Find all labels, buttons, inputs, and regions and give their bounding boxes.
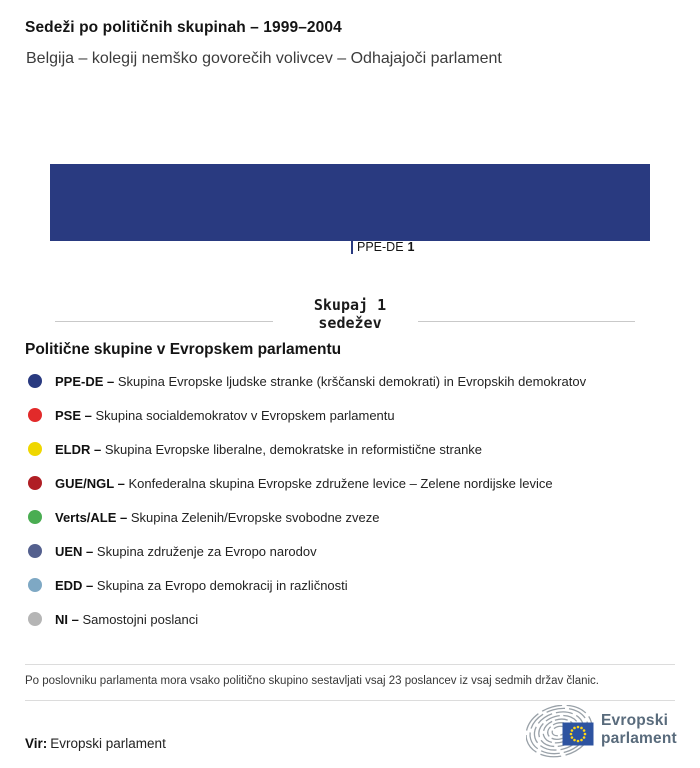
segment-group-name: PPE-DE: [357, 240, 404, 254]
legend-heading: Politične skupine v Evropskem parlamentu: [25, 341, 342, 358]
legend-item-verts-ale: [25, 500, 586, 534]
seat-bar-segment-ppe-de: [50, 164, 650, 241]
eu-flag-icon: [563, 723, 594, 746]
total-seats-label: [0, 296, 700, 332]
legend-desc: Skupina Evropske ljudske stranke (krščanski demokrati) in Evropskih demokratov: [117, 373, 587, 389]
page-subtitle: Belgija – kolegij nemško govorečih volivcev – Odhajajoči parlament: [26, 50, 502, 67]
source-label: Vir:: [25, 736, 48, 751]
legend-abbr: EDD –: [55, 577, 94, 593]
political-groups-legend: [25, 364, 586, 636]
legend-color-dot: [28, 476, 42, 490]
legend-item-ppe-de: [25, 364, 586, 398]
legend-color-dot: [28, 510, 42, 524]
total-seats-line1: Skupaj 1: [313, 296, 387, 314]
segment-label: [357, 240, 415, 254]
legend-color-dot: [28, 578, 42, 592]
legend-abbr: ELDR –: [55, 441, 102, 457]
legend-item-edd: [25, 568, 586, 602]
legend-abbr: UEN –: [55, 543, 94, 559]
legend-desc: Samostojni poslanci: [82, 611, 199, 627]
legend-color-dot: [28, 408, 42, 422]
european-parliament-hemicycle-icon: [526, 705, 600, 759]
segment-seat-count: 1: [407, 240, 415, 254]
legend-color-dot: [28, 442, 42, 456]
legend-item-pse: [25, 398, 586, 432]
legend-abbr: PPE-DE –: [55, 373, 115, 389]
legend-abbr: PSE –: [55, 407, 92, 423]
legend-abbr: Verts/ALE –: [55, 509, 128, 525]
legend-desc: Skupina socialdemokratov v Evropskem parlamentu: [95, 407, 395, 423]
legend-desc: Skupina za Evropo demokracij in različnosti: [96, 577, 348, 593]
legend-item-gue-ngl: [25, 466, 586, 500]
legend-abbr: GUE/NGL –: [55, 475, 125, 491]
source-line: [25, 736, 166, 751]
legend-color-dot: [28, 544, 42, 558]
wordmark-line1: Evropski: [601, 712, 669, 729]
legend-desc: Skupina združenje za Evropo narodov: [96, 543, 317, 559]
total-seats-line2: sedežev: [318, 314, 382, 332]
legend-desc: Skupina Zelenih/Evropske svobodne zveze: [130, 509, 380, 525]
legend-color-dot: [28, 374, 42, 388]
european-parliament-wordmark: [601, 712, 677, 747]
legend-abbr: NI –: [55, 611, 79, 627]
source-text: Evropski parlament: [50, 736, 166, 751]
footnote-divider-bottom: [25, 700, 675, 701]
seat-distribution-bar: [50, 164, 650, 241]
segment-tick: [351, 241, 353, 254]
legend-desc: Konfederalna skupina Evropske združene levice – Zelene nordijske levice: [128, 475, 553, 491]
legend-item-ni: [25, 602, 586, 636]
page-title: Sedeži po političnih skupinah – 1999–2004: [25, 19, 342, 36]
legend-item-uen: [25, 534, 586, 568]
legend-item-eldr: [25, 432, 586, 466]
wordmark-line2: parlament: [601, 729, 677, 747]
footnote-divider-top: [25, 664, 675, 665]
legend-color-dot: [28, 612, 42, 626]
legend-desc: Skupina Evropske liberalne, demokratske in reformistične stranke: [104, 441, 483, 457]
footnote-text: Po poslovniku parlamenta mora vsako politično skupino sestavljati vsaj 23 poslancev iz vsaj sedmih držav članic.: [25, 675, 600, 687]
